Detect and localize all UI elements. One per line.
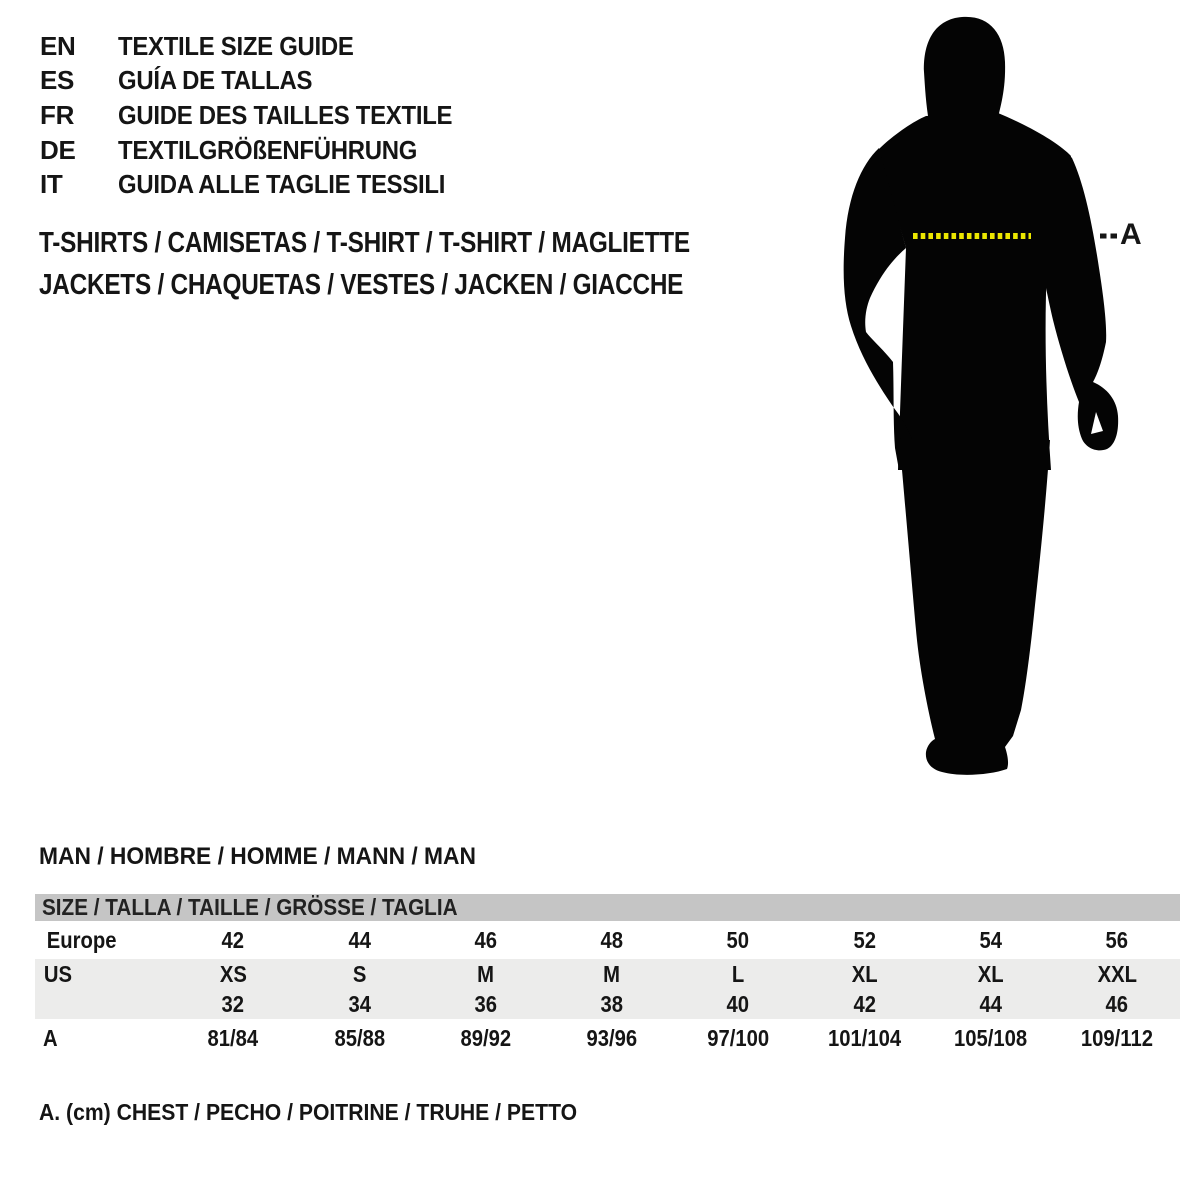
measure-marker-label: A — [1120, 218, 1142, 251]
size-value-cell: M — [477, 960, 495, 987]
size-value-cell: 42 — [853, 990, 876, 1017]
guide-title-de: TEXTILGRÖßENFÜHRUNG — [118, 134, 418, 165]
size-value-cell: XXL — [1097, 960, 1137, 987]
size-value-cell: 97/100 — [707, 1024, 770, 1051]
size-value-cell: 44 — [979, 990, 1002, 1017]
guide-title-es: GUÍA DE TALLAS — [118, 65, 313, 96]
category-heading — [39, 222, 814, 306]
size-value-cell: 46 — [474, 927, 497, 953]
size-value-cell: M — [603, 960, 621, 987]
size-value-cell: 32 — [221, 990, 245, 1017]
category-line-jackets: JACKETS / CHAQUETAS / VESTES / JACKEN / GIACCHE — [39, 269, 684, 301]
size-table — [35, 894, 1180, 1057]
head-shape — [924, 17, 1005, 122]
language-code: FR — [40, 99, 75, 130]
size-value-cell: 42 — [221, 927, 245, 953]
row-label: A — [42, 1024, 58, 1051]
guide-title-fr: GUIDE DES TAILLES TEXTILE — [118, 99, 453, 130]
size-value-cell: 36 — [474, 990, 497, 1017]
size-value-cell: XL — [977, 960, 1004, 987]
size-value-cell: 34 — [348, 990, 371, 1017]
language-title-list — [40, 29, 481, 202]
size-table-body — [35, 922, 1180, 1057]
language-row-it — [40, 167, 481, 202]
size-table-header: SIZE / TALLA / TAILLE / GRÖSSE / TAGLIA — [35, 894, 1180, 921]
size-value-cell: 40 — [726, 990, 750, 1017]
man-silhouette-graphic — [820, 0, 1200, 800]
size-value-cell: 85/88 — [334, 1024, 385, 1051]
language-row-en — [40, 29, 481, 64]
size-value-cell: 50 — [726, 927, 750, 953]
size-value-cell: 46 — [1105, 990, 1129, 1017]
table-row — [35, 922, 1180, 959]
man-silhouette-figure — [820, 0, 1200, 800]
table-row — [35, 1019, 1180, 1057]
language-row-es — [40, 64, 481, 99]
section-title-man: MAN / HOMBRE / HOMME / MANN / MAN — [39, 843, 476, 870]
size-value-cell: 89/92 — [460, 1024, 511, 1051]
table-row — [35, 989, 1180, 1019]
language-code: EN — [40, 30, 76, 61]
size-value-cell: 38 — [600, 990, 624, 1017]
size-value-cell: 54 — [979, 927, 1002, 953]
language-code: DE — [40, 134, 76, 165]
legs-shape — [900, 438, 1050, 775]
guide-title-en: TEXTILE SIZE GUIDE — [118, 30, 354, 61]
row-label: Europe — [46, 927, 117, 953]
size-value-cell: 56 — [1105, 927, 1129, 953]
size-value-cell: 81/84 — [207, 1024, 259, 1051]
size-value-cell: 105/108 — [954, 1024, 1028, 1051]
language-row-de — [40, 133, 481, 168]
size-value-cell: 101/104 — [827, 1024, 901, 1051]
size-value-cell: 44 — [348, 927, 371, 953]
row-label: US — [43, 960, 73, 987]
language-code: IT — [40, 169, 63, 200]
category-line-tshirts: T-SHIRTS / CAMISETAS / T-SHIRT / T-SHIRT / MAGLIETTE — [39, 227, 690, 259]
size-value-cell: S — [352, 960, 367, 987]
measurement-footnote: A. (cm) CHEST / PECHO / POITRINE / TRUHE / PETTO — [39, 1099, 578, 1125]
size-value-cell: XL — [851, 960, 878, 987]
size-value-cell: 93/96 — [586, 1024, 638, 1051]
language-row-fr — [40, 98, 481, 133]
size-value-cell: L — [731, 960, 745, 987]
table-row — [35, 959, 1180, 989]
size-value-cell: 109/112 — [1080, 1024, 1153, 1051]
guide-title-it: GUIDA ALLE TAGLIE TESSILI — [118, 169, 446, 200]
size-value-cell: XS — [219, 960, 247, 987]
size-value-cell: 48 — [600, 927, 624, 953]
size-value-cell: 52 — [853, 927, 876, 953]
language-code: ES — [40, 65, 75, 96]
